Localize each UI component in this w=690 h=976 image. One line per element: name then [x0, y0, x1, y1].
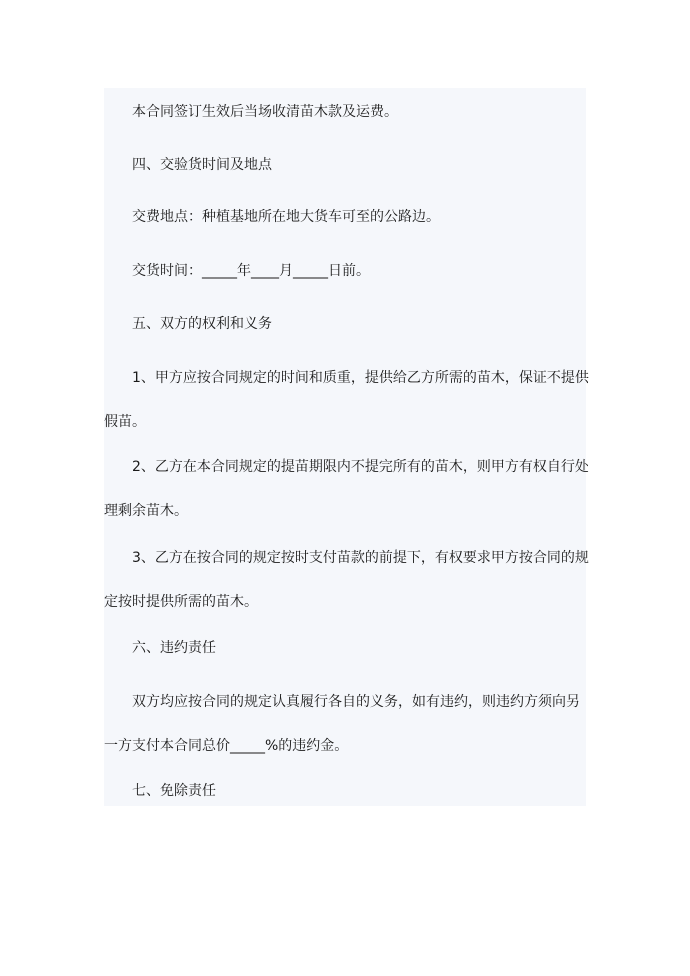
paragraph-clause-1 — [104, 370, 589, 430]
paragraph-line: 2、乙方在本合同规定的提苗期限内不提完所有的苗木，则甲方有权自行处 — [132, 459, 589, 475]
paragraph-line: 1、甲方应按合同规定的时间和质重，提供给乙方所需的苗木，保证不提供 — [132, 370, 589, 386]
paragraph-line: 假苗。 — [104, 414, 146, 430]
paragraph-line: 一方支付本合同总价_____%的违约金。 — [104, 738, 349, 754]
paragraph-line: 双方均应按合同的规定认真履行各自的义务，如有违约，则违约方须向另 — [132, 694, 580, 710]
heading-rights-obligations: 五、双方的权利和义务 — [132, 316, 272, 332]
paragraph-payment: 本合同签订生效后当场收清苗木款及运费。 — [132, 104, 398, 120]
paragraph-clause-3 — [104, 550, 589, 610]
heading-breach-liability: 六、违约责任 — [132, 640, 216, 656]
paragraph-line: 定按时提供所需的苗木。 — [104, 594, 258, 610]
paragraph-line: 3、乙方在按合同的规定按时支付苗款的前提下，有权要求甲方按合同的规 — [132, 550, 589, 566]
paragraph-delivery-place: 交费地点：种植基地所在地大货车可至的公路边。 — [132, 209, 440, 225]
paragraph-breach — [104, 695, 586, 754]
heading-exemption: 七、免除责任 — [132, 783, 216, 799]
paragraph-line: 理剩余苗木。 — [104, 503, 188, 519]
heading-delivery-time-place: 四、交验货时间及地点 — [132, 157, 272, 173]
paragraph-clause-2 — [104, 459, 589, 519]
paragraph-delivery-time: 交货时间：_____年____月_____日前。 — [132, 263, 370, 279]
document-page-block — [104, 88, 589, 806]
